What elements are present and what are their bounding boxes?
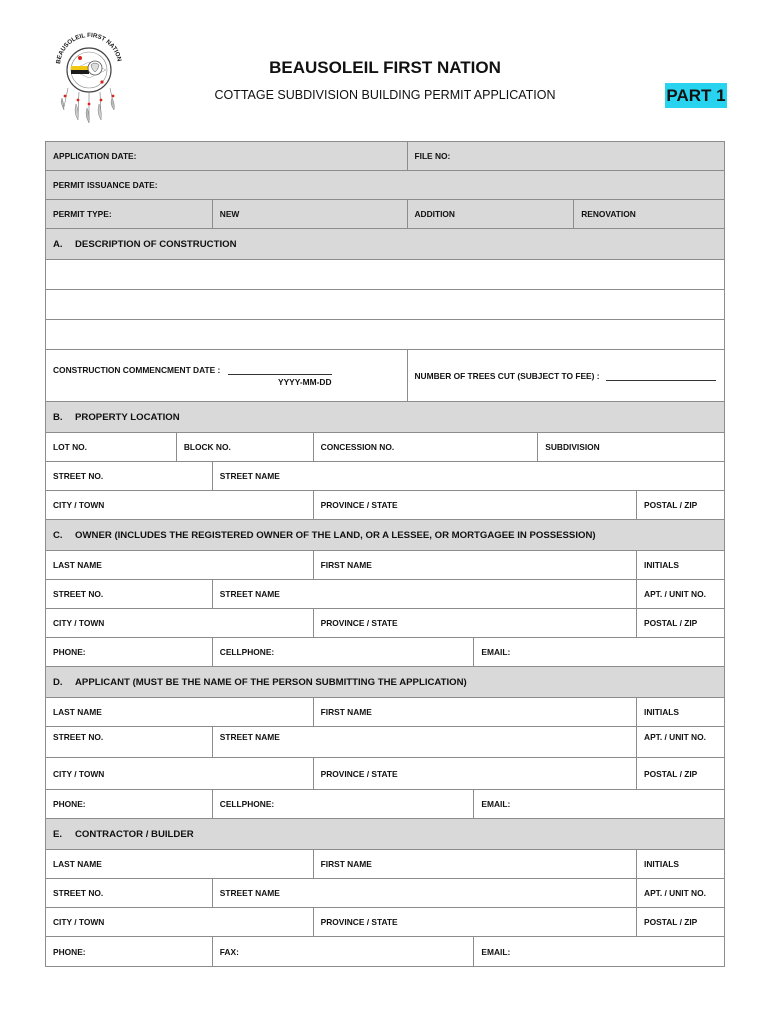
concession-no-field[interactable]: CONCESSION NO. xyxy=(313,433,538,462)
e-last-name-field[interactable]: LAST NAME xyxy=(46,850,314,879)
section-d-heading xyxy=(46,667,725,698)
e-street-no-field[interactable]: STREET NO. xyxy=(46,879,213,908)
c-first-name-field[interactable]: FIRST NAME xyxy=(313,551,636,580)
beausoleil-logo xyxy=(50,32,128,124)
permit-type-new[interactable]: NEW xyxy=(212,200,407,229)
subdivision-field[interactable]: SUBDIVISION xyxy=(538,433,725,462)
d-cellphone-field[interactable]: CELLPHONE: xyxy=(212,790,474,819)
c-apt-field[interactable]: APT. / UNIT NO. xyxy=(637,580,725,609)
section-c-letter: C. xyxy=(53,529,63,541)
section-d-letter: D. xyxy=(53,676,63,688)
c-last-name-field[interactable]: LAST NAME xyxy=(46,551,314,580)
description-line-3[interactable] xyxy=(46,320,725,350)
e-postal-field[interactable]: POSTAL / ZIP xyxy=(637,908,725,937)
c-province-field[interactable]: PROVINCE / STATE xyxy=(313,609,636,638)
section-b-heading xyxy=(46,402,725,433)
d-province-field[interactable]: PROVINCE / STATE xyxy=(313,758,636,790)
d-city-field[interactable]: CITY / TOWN xyxy=(46,758,314,790)
b-city-field[interactable]: CITY / TOWN xyxy=(46,491,314,520)
d-email-field[interactable]: EMAIL: xyxy=(474,790,725,819)
commencement-date-field[interactable] xyxy=(46,350,408,402)
e-email-field[interactable]: EMAIL: xyxy=(474,937,725,967)
section-c-title: OWNER (INCLUDES THE REGISTERED OWNER OF THE LAND, OR A LESSEE, OR MORTGAGEE IN POSSESSION) xyxy=(75,529,596,541)
d-phone-field[interactable]: PHONE: xyxy=(46,790,213,819)
section-b-letter: B. xyxy=(53,411,63,423)
permit-issuance-date-field[interactable]: PERMIT ISSUANCE DATE: xyxy=(46,171,725,200)
b-street-name-field[interactable]: STREET NAME xyxy=(212,462,724,491)
c-cellphone-field[interactable]: CELLPHONE: xyxy=(212,638,474,667)
commencement-date-line[interactable] xyxy=(228,374,332,375)
b-postal-field[interactable]: POSTAL / ZIP xyxy=(637,491,725,520)
trees-cut-field[interactable] xyxy=(407,350,725,402)
description-line-2[interactable] xyxy=(46,290,725,320)
d-apt-field[interactable]: APT. / UNIT NO. xyxy=(637,727,725,758)
c-city-field[interactable]: CITY / TOWN xyxy=(46,609,314,638)
block-no-field[interactable]: BLOCK NO. xyxy=(176,433,313,462)
c-street-no-field[interactable]: STREET NO. xyxy=(46,580,213,609)
lot-no-field[interactable]: LOT NO. xyxy=(46,433,177,462)
section-a-title: DESCRIPTION OF CONSTRUCTION xyxy=(75,238,237,250)
date-format-hint: YYYY-MM-DD xyxy=(277,376,332,387)
e-city-field[interactable]: CITY / TOWN xyxy=(46,908,314,937)
page-subtitle: COTTAGE SUBDIVISION BUILDING PERMIT APPLICATION xyxy=(214,88,556,102)
permit-type-label: PERMIT TYPE: xyxy=(46,200,213,229)
permit-type-renovation[interactable]: RENOVATION xyxy=(574,200,725,229)
page-title: BEAUSOLEIL FIRST NATION xyxy=(269,58,501,77)
d-postal-field[interactable]: POSTAL / ZIP xyxy=(637,758,725,790)
file-no-field[interactable]: FILE NO: xyxy=(407,142,725,171)
e-province-field[interactable]: PROVINCE / STATE xyxy=(313,908,636,937)
c-initials-field[interactable]: INITIALS xyxy=(637,551,725,580)
description-line-1[interactable] xyxy=(46,260,725,290)
section-e-letter: E. xyxy=(53,828,63,840)
e-fax-field[interactable]: FAX: xyxy=(212,937,474,967)
logo-text: BEAUSOLEIL FIRST NATION xyxy=(55,32,123,65)
b-street-no-field[interactable]: STREET NO. xyxy=(46,462,213,491)
d-street-name-field[interactable]: STREET NAME xyxy=(212,727,636,758)
c-phone-field[interactable]: PHONE: xyxy=(46,638,213,667)
e-initials-field[interactable]: INITIALS xyxy=(637,850,725,879)
permit-form xyxy=(45,141,725,967)
permit-type-addition[interactable]: ADDITION xyxy=(407,200,574,229)
part-badge: PART 1 xyxy=(665,83,727,108)
d-initials-field[interactable]: INITIALS xyxy=(637,698,725,727)
trees-cut-label: NUMBER OF TREES CUT (SUBJECT TO FEE) : xyxy=(414,370,600,381)
e-apt-field[interactable]: APT. / UNIT NO. xyxy=(637,879,725,908)
section-a-heading xyxy=(46,229,725,260)
d-last-name-field[interactable]: LAST NAME xyxy=(46,698,314,727)
section-a-letter: A. xyxy=(53,238,63,250)
e-street-name-field[interactable]: STREET NAME xyxy=(212,879,636,908)
d-first-name-field[interactable]: FIRST NAME xyxy=(313,698,636,727)
c-street-name-field[interactable]: STREET NAME xyxy=(212,580,636,609)
section-e-heading xyxy=(46,819,725,850)
c-email-field[interactable]: EMAIL: xyxy=(474,638,725,667)
b-province-field[interactable]: PROVINCE / STATE xyxy=(313,491,636,520)
trees-cut-line[interactable] xyxy=(606,380,716,381)
section-e-title: CONTRACTOR / BUILDER xyxy=(75,828,194,840)
d-street-no-field[interactable]: STREET NO. xyxy=(46,727,213,758)
e-phone-field[interactable]: PHONE: xyxy=(46,937,213,967)
commencement-date-label: CONSTRUCTION COMMENCMENT DATE : xyxy=(53,364,221,375)
c-postal-field[interactable]: POSTAL / ZIP xyxy=(637,609,725,638)
e-first-name-field[interactable]: FIRST NAME xyxy=(313,850,636,879)
section-b-title: PROPERTY LOCATION xyxy=(75,411,180,423)
section-d-title: APPLICANT (MUST BE THE NAME OF THE PERSON SUBMITTING THE APPLICATION) xyxy=(75,676,467,688)
application-date-field[interactable]: APPLICATION DATE: xyxy=(46,142,408,171)
section-c-heading xyxy=(46,520,725,551)
